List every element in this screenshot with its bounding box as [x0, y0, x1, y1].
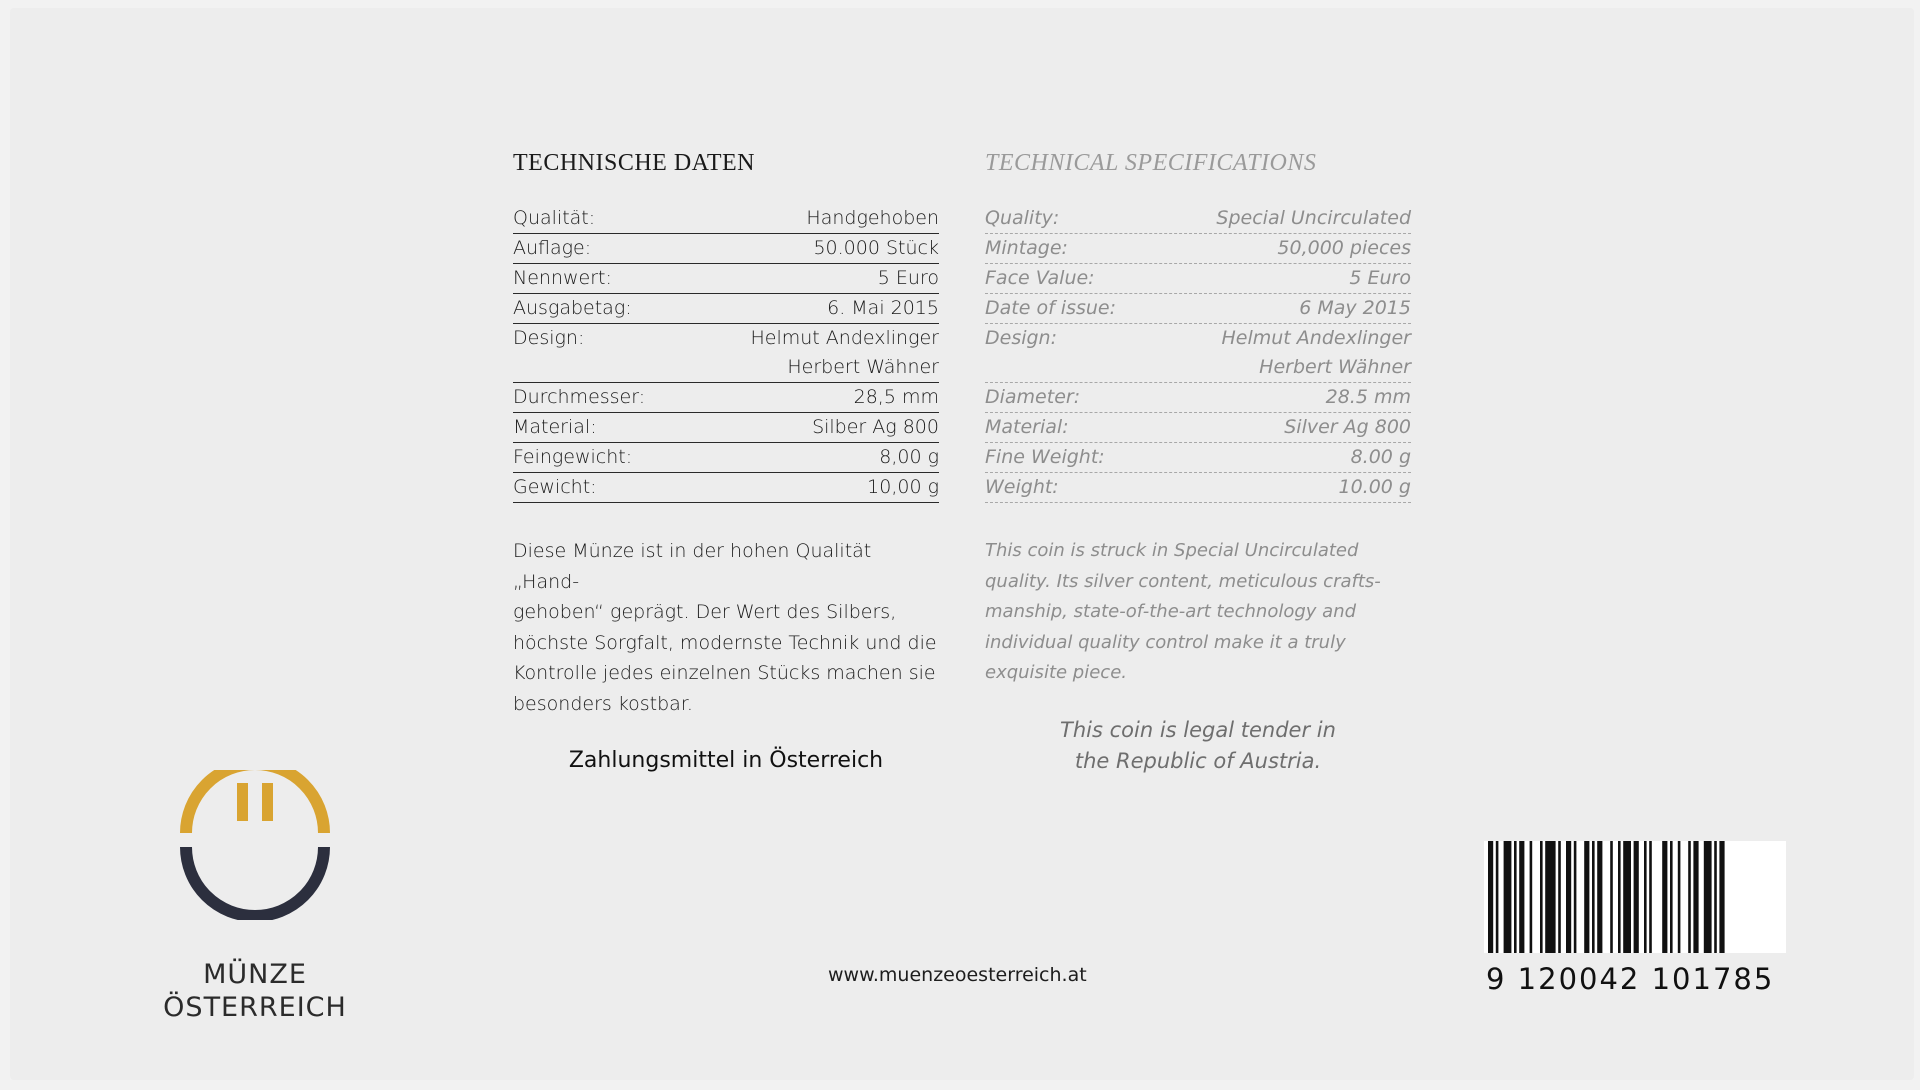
spec-value: Handgehoben [806, 207, 939, 229]
spec-value: 5 Euro [1349, 267, 1411, 289]
spec-row [513, 383, 939, 413]
barcode-bar [1545, 841, 1555, 953]
legal-line: This coin is legal tender in [1060, 717, 1336, 742]
spec-label: Weight: [985, 476, 1059, 498]
english-column [985, 150, 1411, 777]
legal-line: the Republic of Austria. [1074, 748, 1322, 773]
spec-row [985, 324, 1411, 353]
spec-value: 8,00 g [879, 446, 939, 468]
barcode-bar [1514, 841, 1517, 953]
spec-label: Date of issue: [985, 297, 1117, 319]
barcode-bar [1519, 841, 1524, 953]
german-legal-tender: Zahlungsmittel in Österreich [568, 748, 884, 773]
barcode-bar [1704, 841, 1712, 953]
german-heading: TECHNISCHE DATEN [513, 150, 755, 176]
english-heading: TECHNICAL SPECIFICATIONS [985, 150, 1317, 176]
description-line: exquisite piece. [985, 662, 1127, 683]
spec-row [985, 413, 1411, 443]
barcode-bar [1530, 841, 1533, 953]
barcode-bar [1678, 841, 1681, 953]
description-line: quality. Its silver content, meticulous crafts- [985, 570, 1381, 592]
spec-row [513, 234, 939, 264]
spec-row-continued [985, 353, 1411, 383]
spec-label: Qualität: [513, 207, 596, 229]
barcode-bar [1597, 841, 1602, 953]
spec-value: Special Uncirculated [1216, 207, 1411, 229]
spec-value: 6 May 2015 [1299, 297, 1411, 319]
spec-label: Fine Weight: [985, 446, 1105, 468]
spec-value: Helmut Andexlinger [1221, 327, 1411, 349]
barcode-bar [1540, 841, 1543, 953]
description-line: manship, state-of-the-art technology and [985, 601, 1357, 622]
description-line: individual quality control make it a truly [985, 631, 1346, 653]
spec-value: 10,00 g [867, 476, 939, 498]
barcode-bar [1488, 841, 1493, 953]
brand-logo [140, 770, 370, 1024]
spec-row [513, 264, 939, 294]
english-spec-table [985, 204, 1411, 503]
spec-row [513, 294, 939, 324]
spec-value: 50,000 pieces [1277, 237, 1411, 259]
spec-row [985, 383, 1411, 413]
barcode-bar [1504, 841, 1512, 953]
spec-label: Quality: [985, 207, 1060, 229]
barcode-bar [1662, 841, 1667, 953]
spec-value: Silver Ag 800 [1284, 416, 1411, 438]
barcode-bar [1496, 841, 1499, 953]
barcode-bar [1623, 841, 1631, 953]
spec-row [985, 234, 1411, 264]
spec-row [985, 443, 1411, 473]
barcode-bar [1558, 841, 1561, 953]
spec-label: Design: [513, 327, 585, 349]
spec-row [985, 264, 1411, 294]
description-line: Kontrolle jedes einzelnen Stücks machen sie [513, 662, 936, 684]
brand-line: MÜNZE [203, 959, 307, 990]
ean13-barcode-icon [1484, 841, 1786, 953]
spec-value: Herbert Wähner [787, 356, 939, 378]
barcode-bar [1610, 841, 1613, 953]
spec-label: Feingewicht: [513, 446, 633, 468]
spec-row [985, 473, 1411, 503]
barcode [1484, 841, 1786, 953]
barcode-bar [1618, 841, 1621, 953]
description-line: Diese Münze ist in der hohen Qualität „Hand- [513, 540, 872, 593]
barcode-bar [1649, 841, 1652, 953]
barcode-bar [1584, 841, 1589, 953]
brand-line: ÖSTERREICH [163, 992, 347, 1023]
description-line: höchste Sorgfalt, modernste Technik und die [513, 631, 937, 654]
barcode-bar [1714, 841, 1717, 953]
spec-label: Durchmesser: [513, 386, 646, 408]
muenze-oesterreich-logo-icon [176, 770, 334, 920]
spec-value: 10.00 g [1338, 476, 1411, 498]
barcode-bar [1688, 841, 1691, 953]
spec-value: 6. Mai 2015 [827, 297, 939, 319]
barcode-bar [1574, 841, 1577, 953]
barcode-bar [1566, 841, 1571, 953]
spec-label: Auflage: [513, 237, 592, 259]
spec-label: Ausgabetag: [513, 297, 632, 319]
barcode-bar [1693, 841, 1698, 953]
spec-label: Face Value: [985, 267, 1095, 289]
spec-row-continued [513, 353, 939, 383]
barcode-bar [1592, 841, 1595, 953]
spec-row [513, 324, 939, 353]
spec-row [513, 204, 939, 234]
barcode-digits: 9 120042 101785 [1486, 962, 1775, 996]
spec-label: Mintage: [985, 237, 1068, 259]
barcode-bar [1670, 841, 1673, 953]
spec-label: Material: [513, 416, 597, 438]
german-column [513, 150, 939, 776]
barcode-bar [1634, 841, 1639, 953]
spec-row [513, 413, 939, 443]
english-legal-tender [985, 715, 1411, 777]
spec-row [985, 294, 1411, 324]
spec-label: Diameter: [985, 386, 1081, 408]
spec-row [513, 473, 939, 503]
description-line: besonders kostbar. [513, 692, 693, 715]
spec-value: 8.00 g [1350, 446, 1411, 468]
spec-label: Gewicht: [513, 476, 597, 498]
spec-label: Material: [985, 416, 1069, 438]
description-line: This coin is struck in Special Uncirculated [985, 540, 1359, 561]
website-url: www.muenzeoesterreich.at [828, 964, 1087, 986]
spec-value: 5 Euro [877, 267, 939, 289]
spec-row [513, 443, 939, 473]
brand-wordmark [140, 958, 370, 1024]
german-description [513, 536, 939, 719]
spec-row [985, 204, 1411, 234]
spec-label: Design: [985, 327, 1058, 349]
barcode-bar [1644, 841, 1647, 953]
german-spec-table [513, 204, 939, 503]
description-line: gehoben“ geprägt. Der Wert des Silbers, [513, 601, 897, 623]
english-description [985, 536, 1411, 689]
spec-value: 28.5 mm [1325, 386, 1411, 408]
spec-value: Helmut Andexlinger [750, 327, 939, 349]
spec-value: 50.000 Stück [813, 237, 939, 259]
spec-label: Nennwert: [513, 267, 612, 289]
spec-value: Silber Ag 800 [812, 416, 939, 438]
spec-value: Herbert Wähner [1259, 356, 1411, 378]
spec-value: 28,5 mm [853, 386, 939, 408]
barcode-bar [1719, 841, 1724, 953]
